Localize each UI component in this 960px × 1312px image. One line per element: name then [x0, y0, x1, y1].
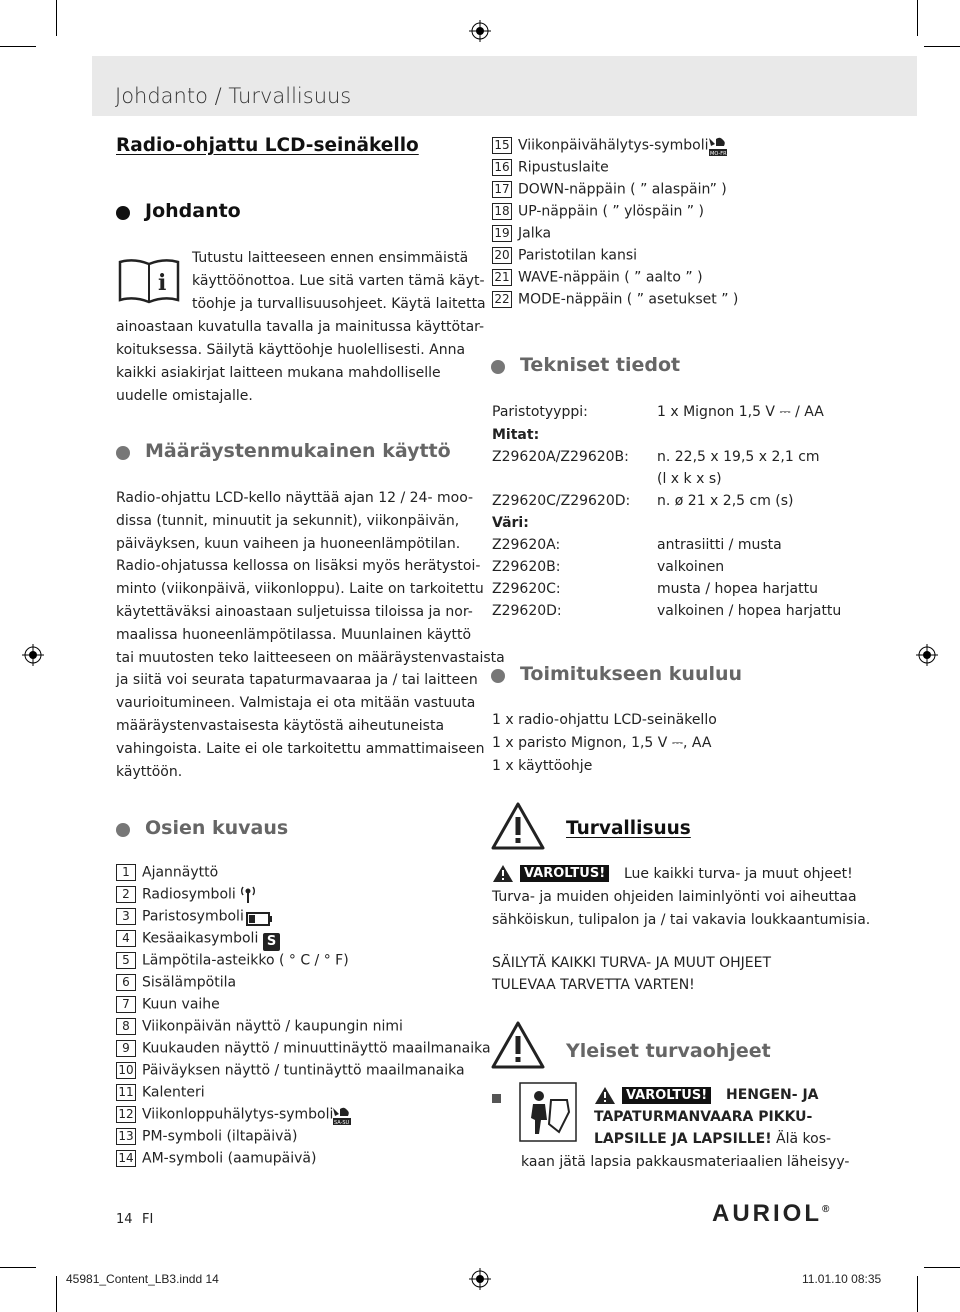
intro-line: ainoastaan kuvatulla tavalla ja mainitussa käyttötar-	[116, 319, 485, 335]
usage-line: vaurioitumineen. Valmistaja ei ota mitään vastuuta	[116, 695, 476, 712]
registration-mark-icon	[469, 20, 491, 42]
section-bullet	[491, 669, 505, 683]
parts-item-label: PM-symboli (iltapäivä)	[142, 1128, 298, 1145]
registration-mark-icon	[22, 644, 44, 666]
color-model: Z29620A:	[492, 537, 561, 553]
crop-mark	[0, 46, 36, 47]
parts-item-number: 11	[116, 1084, 136, 1101]
section-heading-specs: Tekniset tiedot	[520, 354, 681, 376]
color-value: valkoinen	[657, 559, 725, 575]
section-heading-usage: Määräystenmukainen käyttö	[145, 440, 451, 462]
weekday-alarm-icon	[706, 136, 728, 158]
parts-item	[492, 181, 727, 198]
spec-dim1-label: Z29620A/Z29620B:	[492, 449, 629, 465]
crop-mark	[924, 1267, 960, 1268]
warning-triangle-icon	[490, 801, 546, 851]
parts-item	[116, 1084, 205, 1101]
parts-item-label: Kalenteri	[142, 1084, 205, 1101]
intro-line: uudelle omistajalle.	[116, 388, 253, 404]
spec-battery-label: Paristotyyppi:	[492, 404, 588, 420]
safety-keep: SÄILYTÄ KAIKKI TURVA- JA MUUT OHJEET	[492, 955, 772, 971]
parts-item-label: Viikonpäivän näyttö / kaupungin nimi	[142, 1018, 403, 1035]
crop-mark	[0, 1267, 36, 1268]
usage-line: ja siitä voi seurata tapaturmavaaraa ja / tai laitteen	[116, 672, 478, 689]
parts-item-number: 20	[492, 247, 512, 264]
parts-item-label: Päiväyksen näyttö / tuntinäyttö maailmanaika	[142, 1062, 465, 1079]
svg-text:MO-FR: MO-FR	[710, 151, 727, 157]
safety-text: Lue kaikki turva- ja muut ohjeet!	[624, 866, 853, 882]
registration-mark-icon	[916, 644, 938, 666]
usage-line: käyttöön.	[116, 763, 183, 780]
parts-item	[116, 1150, 316, 1167]
small-warning-icon	[594, 1086, 616, 1105]
parts-item-label: AM-symboli (aamupäivä)	[142, 1150, 317, 1167]
battery-symbol-icon	[246, 911, 274, 927]
color-value: musta / hopea harjattu	[657, 581, 818, 597]
parts-item-number: 3	[116, 908, 136, 925]
section-heading-intro: Johdanto	[145, 200, 241, 222]
parts-item	[492, 159, 609, 176]
parts-item	[116, 864, 218, 881]
parts-item	[116, 1018, 403, 1035]
parts-item	[116, 996, 220, 1013]
radio-symbol-icon	[240, 884, 256, 904]
parts-item-label: Viikonloppuhälytys-symboli	[142, 1106, 334, 1123]
parts-item-number: 18	[492, 203, 512, 220]
parts-item	[116, 1040, 491, 1057]
parts-item-label: Kuun vaihe	[142, 996, 220, 1013]
spec-dim2-value: n. ø 21 x 2,5 cm (s)	[657, 493, 794, 509]
color-model: Z29620B:	[492, 559, 561, 575]
weekend-alarm-icon	[330, 1106, 352, 1126]
parts-item-label: Sisälämpötila	[142, 974, 237, 991]
parts-item-number: 5	[116, 952, 136, 969]
usage-line: määräystenvastaisesta käytöstä aiheutuneista	[116, 718, 445, 734]
usage-line: dissa (tunnit, minuutit ja sekunnit), viikonpäivän,	[116, 512, 460, 529]
parts-item-label: Viikonpäivähälytys-symboli	[518, 137, 709, 154]
spec-dim2-label: Z29620C/Z29620D:	[492, 493, 631, 509]
parts-item	[116, 1062, 465, 1079]
page-language: FI	[142, 1212, 154, 1227]
spec-color-heading: Väri:	[492, 515, 529, 531]
square-bullet	[492, 1094, 501, 1103]
parts-item-number: 15	[492, 137, 512, 154]
parts-item-label: WAVE-näppäin ( ” aalto ” )	[518, 269, 703, 286]
section-bullet	[116, 446, 130, 460]
parts-item-number: 2	[116, 886, 136, 903]
safety-text: sähköiskun, tulipalon ja / tai vakavia loukkaantumisia.	[492, 912, 871, 928]
main-title: Radio-ohjattu LCD-seinäkello	[116, 135, 419, 156]
usage-line: Radio-ohjatussa kellossa on lisäksi myös herätystoi-	[116, 558, 481, 575]
parts-item-number: 4	[116, 930, 136, 947]
parts-item	[116, 1128, 297, 1145]
delivery-item: 1 x paristo Mignon, 1,5 V ⎓, AA	[492, 735, 712, 751]
parts-item-label: Paristosymboli	[142, 908, 244, 925]
registration-mark-icon	[469, 1268, 491, 1290]
spec-dims-heading: Mitat:	[492, 427, 540, 443]
parts-item	[492, 203, 704, 220]
parts-item-label: MODE-näppäin ( ” asetukset ” )	[518, 291, 739, 308]
parts-item	[116, 886, 236, 903]
crop-mark	[924, 46, 960, 47]
general-text: Älä kos-	[771, 1131, 832, 1147]
parts-item-number: 19	[492, 225, 512, 242]
parts-item-label: DOWN-näppäin ( ” alaspäin” )	[518, 181, 727, 198]
general-line3	[594, 1131, 831, 1147]
brand-reg: ®	[822, 1204, 833, 1215]
info-book-icon	[118, 256, 180, 304]
page-number: 14	[116, 1212, 133, 1227]
parts-item-label: UP-näppäin ( ” ylöspäin ” )	[518, 203, 704, 220]
spec-dim1-value: n. 22,5 x 19,5 x 2,1 cm	[657, 449, 820, 465]
parts-item-number: 6	[116, 974, 136, 991]
parts-item	[116, 952, 349, 969]
parts-item	[492, 225, 551, 242]
parts-item-number: 17	[492, 181, 512, 198]
safety-keep: TULEVAA TARVETTA VARTEN!	[492, 977, 695, 993]
svg-text:SA-SU: SA-SU	[334, 1120, 350, 1126]
crop-mark	[917, 1276, 918, 1312]
parts-item-label: Radiosymboli	[142, 886, 236, 903]
intro-line: kaikki asiakirjat laitteen mukana mahdolliselle	[116, 365, 441, 381]
file-info: 45981_Content_LB3.indd 14	[66, 1272, 219, 1286]
usage-line: minto (viikonpäivä, viikonloppu). Laite on tarkoitettu	[116, 581, 484, 598]
small-warning-icon	[492, 864, 514, 883]
usage-line: vahingoista. Laite ei ole tarkoitettu ammattimaiseen	[116, 740, 485, 757]
delivery-item: 1 x radio-ohjattu LCD-seinäkello	[492, 712, 717, 728]
parts-item	[116, 930, 258, 947]
usage-line: Radio-ohjattu LCD-kello näyttää ajan 12 / 24- moo-	[116, 490, 474, 506]
parts-item	[492, 137, 709, 154]
parts-item-number: 7	[116, 996, 136, 1013]
parts-item	[116, 908, 244, 925]
file-date: 11.01.10 08:35	[802, 1272, 882, 1286]
delivery-item: 1 x käyttöohje	[492, 758, 593, 774]
crop-mark	[56, 1276, 57, 1312]
section-heading-safety: Turvallisuus	[566, 818, 691, 839]
parts-item	[116, 1106, 333, 1123]
crop-mark	[56, 0, 57, 36]
parts-item-number: 8	[116, 1018, 136, 1035]
usage-line: maalissa huoneenlämpötilassa. Muunlainen käyttö	[116, 626, 472, 643]
parts-item-label: Kesäaikasymboli	[142, 930, 259, 947]
parts-item-number: 14	[116, 1150, 136, 1167]
parts-item	[116, 974, 236, 991]
parts-item	[492, 291, 738, 308]
parts-item	[492, 247, 637, 264]
intro-line: Tutustu laitteeseen ennen ensimmäistä	[192, 250, 469, 266]
section-heading-delivery: Toimitukseen kuuluu	[520, 663, 743, 685]
parts-item-number: 22	[492, 291, 512, 308]
usage-line: päiväyksen, kuun vaiheen ja huoneenlämpötilan.	[116, 535, 461, 552]
section-bullet	[116, 823, 130, 837]
parts-item-label: Kuukauden näyttö / minuuttinäyttö maailmanaika	[142, 1040, 491, 1057]
brand-logo	[712, 1200, 832, 1228]
warning-label: VAROLTUS!	[520, 865, 609, 882]
safety-text: Turva- ja muiden ohjeiden laiminlyönti voi aiheuttaa	[492, 889, 857, 905]
general-bold: LAPSILLE JA LAPSILLE!	[594, 1131, 772, 1147]
color-value: valkoinen / hopea harjattu	[657, 603, 842, 619]
brand-name: AURIOL	[712, 1200, 822, 1227]
warning-label: VAROLTUS!	[622, 1087, 711, 1104]
color-value: antrasiitti / musta	[657, 537, 782, 553]
section-bullet	[491, 360, 505, 374]
page-header-title: Johdanto / Turvallisuus	[115, 84, 352, 108]
intro-line: käyttöönottoa. Lue sitä varten tämä käyt-	[192, 273, 485, 289]
parts-item-label: Ripustuslaite	[518, 159, 609, 176]
color-model: Z29620C:	[492, 581, 561, 597]
color-model: Z29620D:	[492, 603, 562, 619]
general-bold: HENGEN- JA	[726, 1087, 819, 1103]
crop-mark	[917, 0, 918, 36]
parts-item-label: Jalka	[518, 225, 552, 242]
intro-line: töohje ja turvallisuusohjeet. Käytä laitetta	[192, 296, 486, 312]
spec-battery-value: 1 x Mignon 1,5 V ⎓ / AA	[657, 404, 824, 420]
parts-item-label: Ajannäyttö	[142, 864, 219, 881]
parts-item-number: 10	[116, 1062, 136, 1079]
svg-text:i: i	[158, 270, 167, 296]
general-text: kaan jätä lapsia pakkausmateriaalien läheisyy-	[521, 1154, 850, 1170]
section-heading-general-safety: Yleiset turvaohjeet	[566, 1040, 771, 1062]
warning-triangle-icon	[490, 1020, 546, 1070]
general-bold: TAPATURMANVAARA PIKKU-	[594, 1109, 813, 1125]
parts-item-label: Lämpötila-asteikko ( ° C / ° F)	[142, 952, 349, 969]
child-hazard-icon	[519, 1082, 577, 1142]
usage-line: tai muutosten teko laitteeseen on määräystenvastaista	[116, 649, 505, 666]
parts-item-number: 13	[116, 1128, 136, 1145]
parts-item-number: 12	[116, 1106, 136, 1123]
usage-line: käytettäväksi ainoastaan suljetuissa tiloissa ja nor-	[116, 604, 473, 620]
parts-item-number: 1	[116, 864, 136, 881]
parts-item	[492, 269, 703, 286]
parts-item-number: 16	[492, 159, 512, 176]
spec-dim1-value2: (l x k x s)	[657, 471, 722, 487]
intro-line: koituksessa. Säilytä käyttöohje huolellisesti. Anna	[116, 342, 466, 358]
parts-item-number: 21	[492, 269, 512, 286]
parts-item-number: 9	[116, 1040, 136, 1057]
parts-item-label: Paristotilan kansi	[518, 247, 638, 264]
section-heading-parts: Osien kuvaus	[145, 817, 289, 839]
section-bullet	[116, 206, 130, 220]
dst-symbol-icon: S	[263, 933, 280, 951]
